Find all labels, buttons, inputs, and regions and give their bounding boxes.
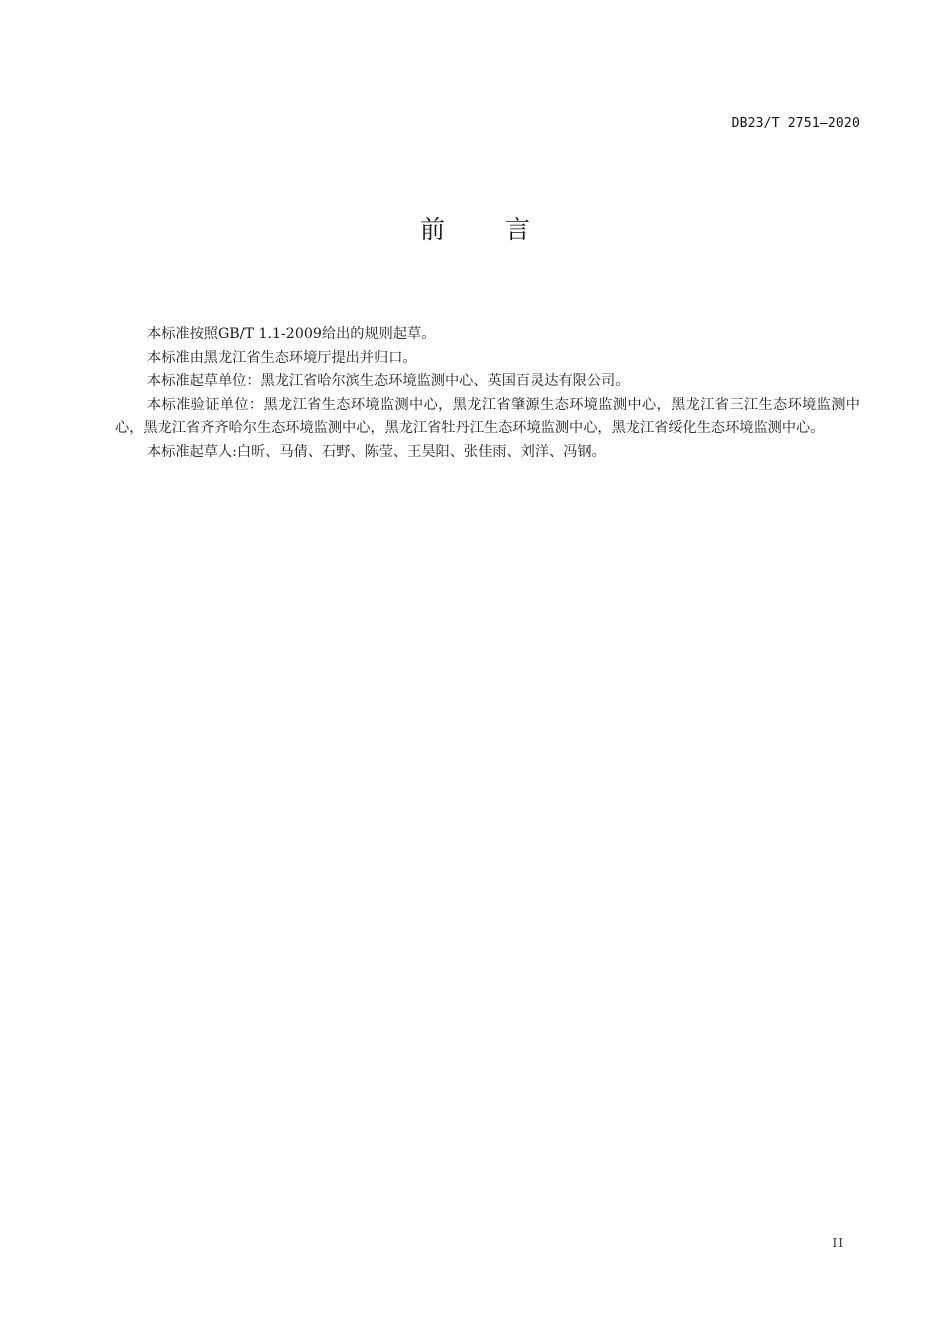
foreword-body [115,323,860,464]
page-title: 前言 [419,215,590,244]
paragraph-verification-units: 本标准验证单位：黑龙江省生态环境监测中心，黑龙江省肇源生态环境监测中心，黑龙江省三江生态环境监测中心，黑龙江省齐齐哈尔生态环境监测中心，黑龙江省牡丹江生态环境监测中心，黑龙江省绥化生态环境监测中心。 [115,396,860,436]
paragraph-drafting-units: 本标准起草单位：黑龙江省哈尔滨生态环境监测中心、英国百灵达有限公司。 [147,373,630,389]
paragraph-drafters: 本标准起草人:白昕、马倩、石野、陈莹、王昊阳、张佳雨、刘洋、冯钢。 [147,443,606,460]
paragraph-proposer: 本标准由黑龙江省生态环境厅提出并归口。 [147,349,417,366]
standard-number: DB23/T 2751—2020 [731,116,860,131]
paragraph-drafting-rules: 本标准按照GB/T 1.1-2009给出的规则起草。 [147,326,436,342]
page-number: II [832,1236,844,1250]
